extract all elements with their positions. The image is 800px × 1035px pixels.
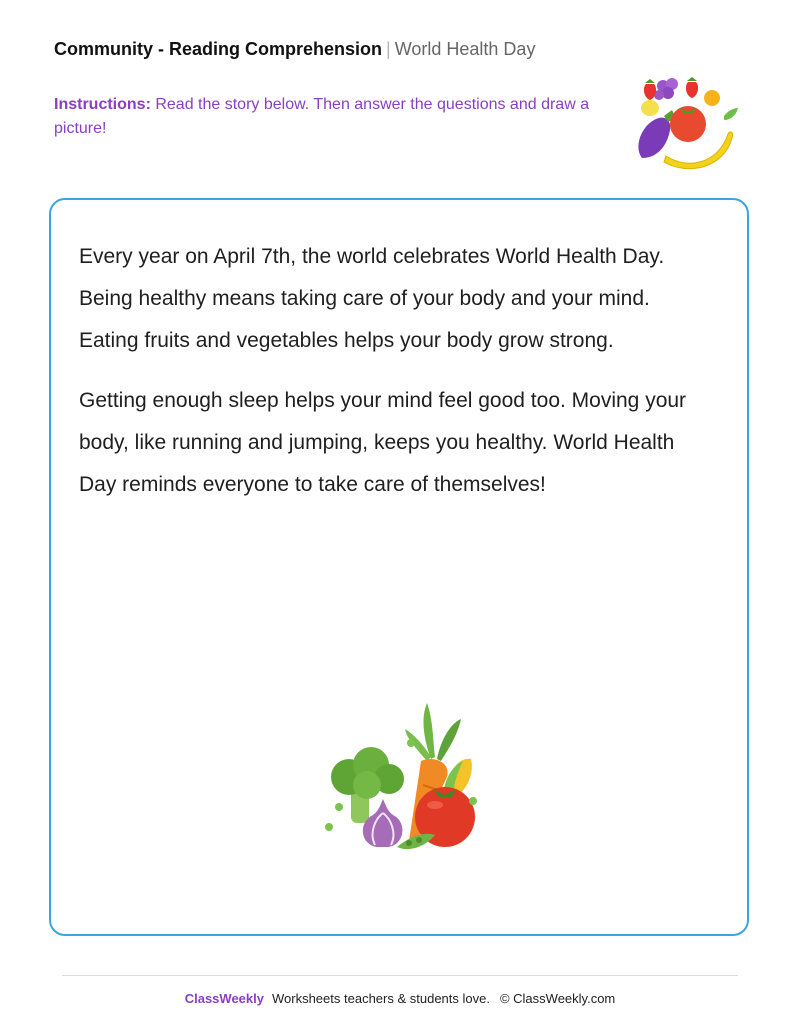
story-text bbox=[79, 236, 699, 524]
story-paragraph-2: Getting enough sleep helps your mind feel good too. Moving your body, like running and jumping, keeps you healthy. World Health Day reminds everyone to take care of themselves! bbox=[79, 389, 687, 496]
title-separator: | bbox=[386, 39, 391, 59]
footer-copyright: © ClassWeekly.com bbox=[499, 991, 616, 1006]
page-title: Community - Reading Comprehension bbox=[54, 39, 383, 59]
story-box bbox=[49, 198, 749, 936]
footer-tagline: Worksheets teachers & students love. bbox=[271, 991, 490, 1006]
instructions-text: Read the story below. Then answer the questions and draw a picture! bbox=[54, 96, 590, 137]
page-footer bbox=[0, 990, 800, 1008]
footer-divider bbox=[62, 975, 738, 976]
footer-brand: ClassWeekly bbox=[184, 991, 264, 1006]
page-header bbox=[54, 37, 535, 61]
fruit-basket-icon bbox=[630, 72, 742, 176]
instructions bbox=[54, 93, 614, 141]
vegetables-icon bbox=[319, 697, 485, 857]
instructions-label: Instructions: bbox=[54, 96, 151, 113]
page-subtitle: World Health Day bbox=[394, 39, 536, 59]
story-paragraph-1: Every year on April 7th, the world celebrates World Health Day. Being healthy means taking care of your body and your mind. Eating fruits and vegetables helps your body grow strong. bbox=[79, 245, 665, 352]
